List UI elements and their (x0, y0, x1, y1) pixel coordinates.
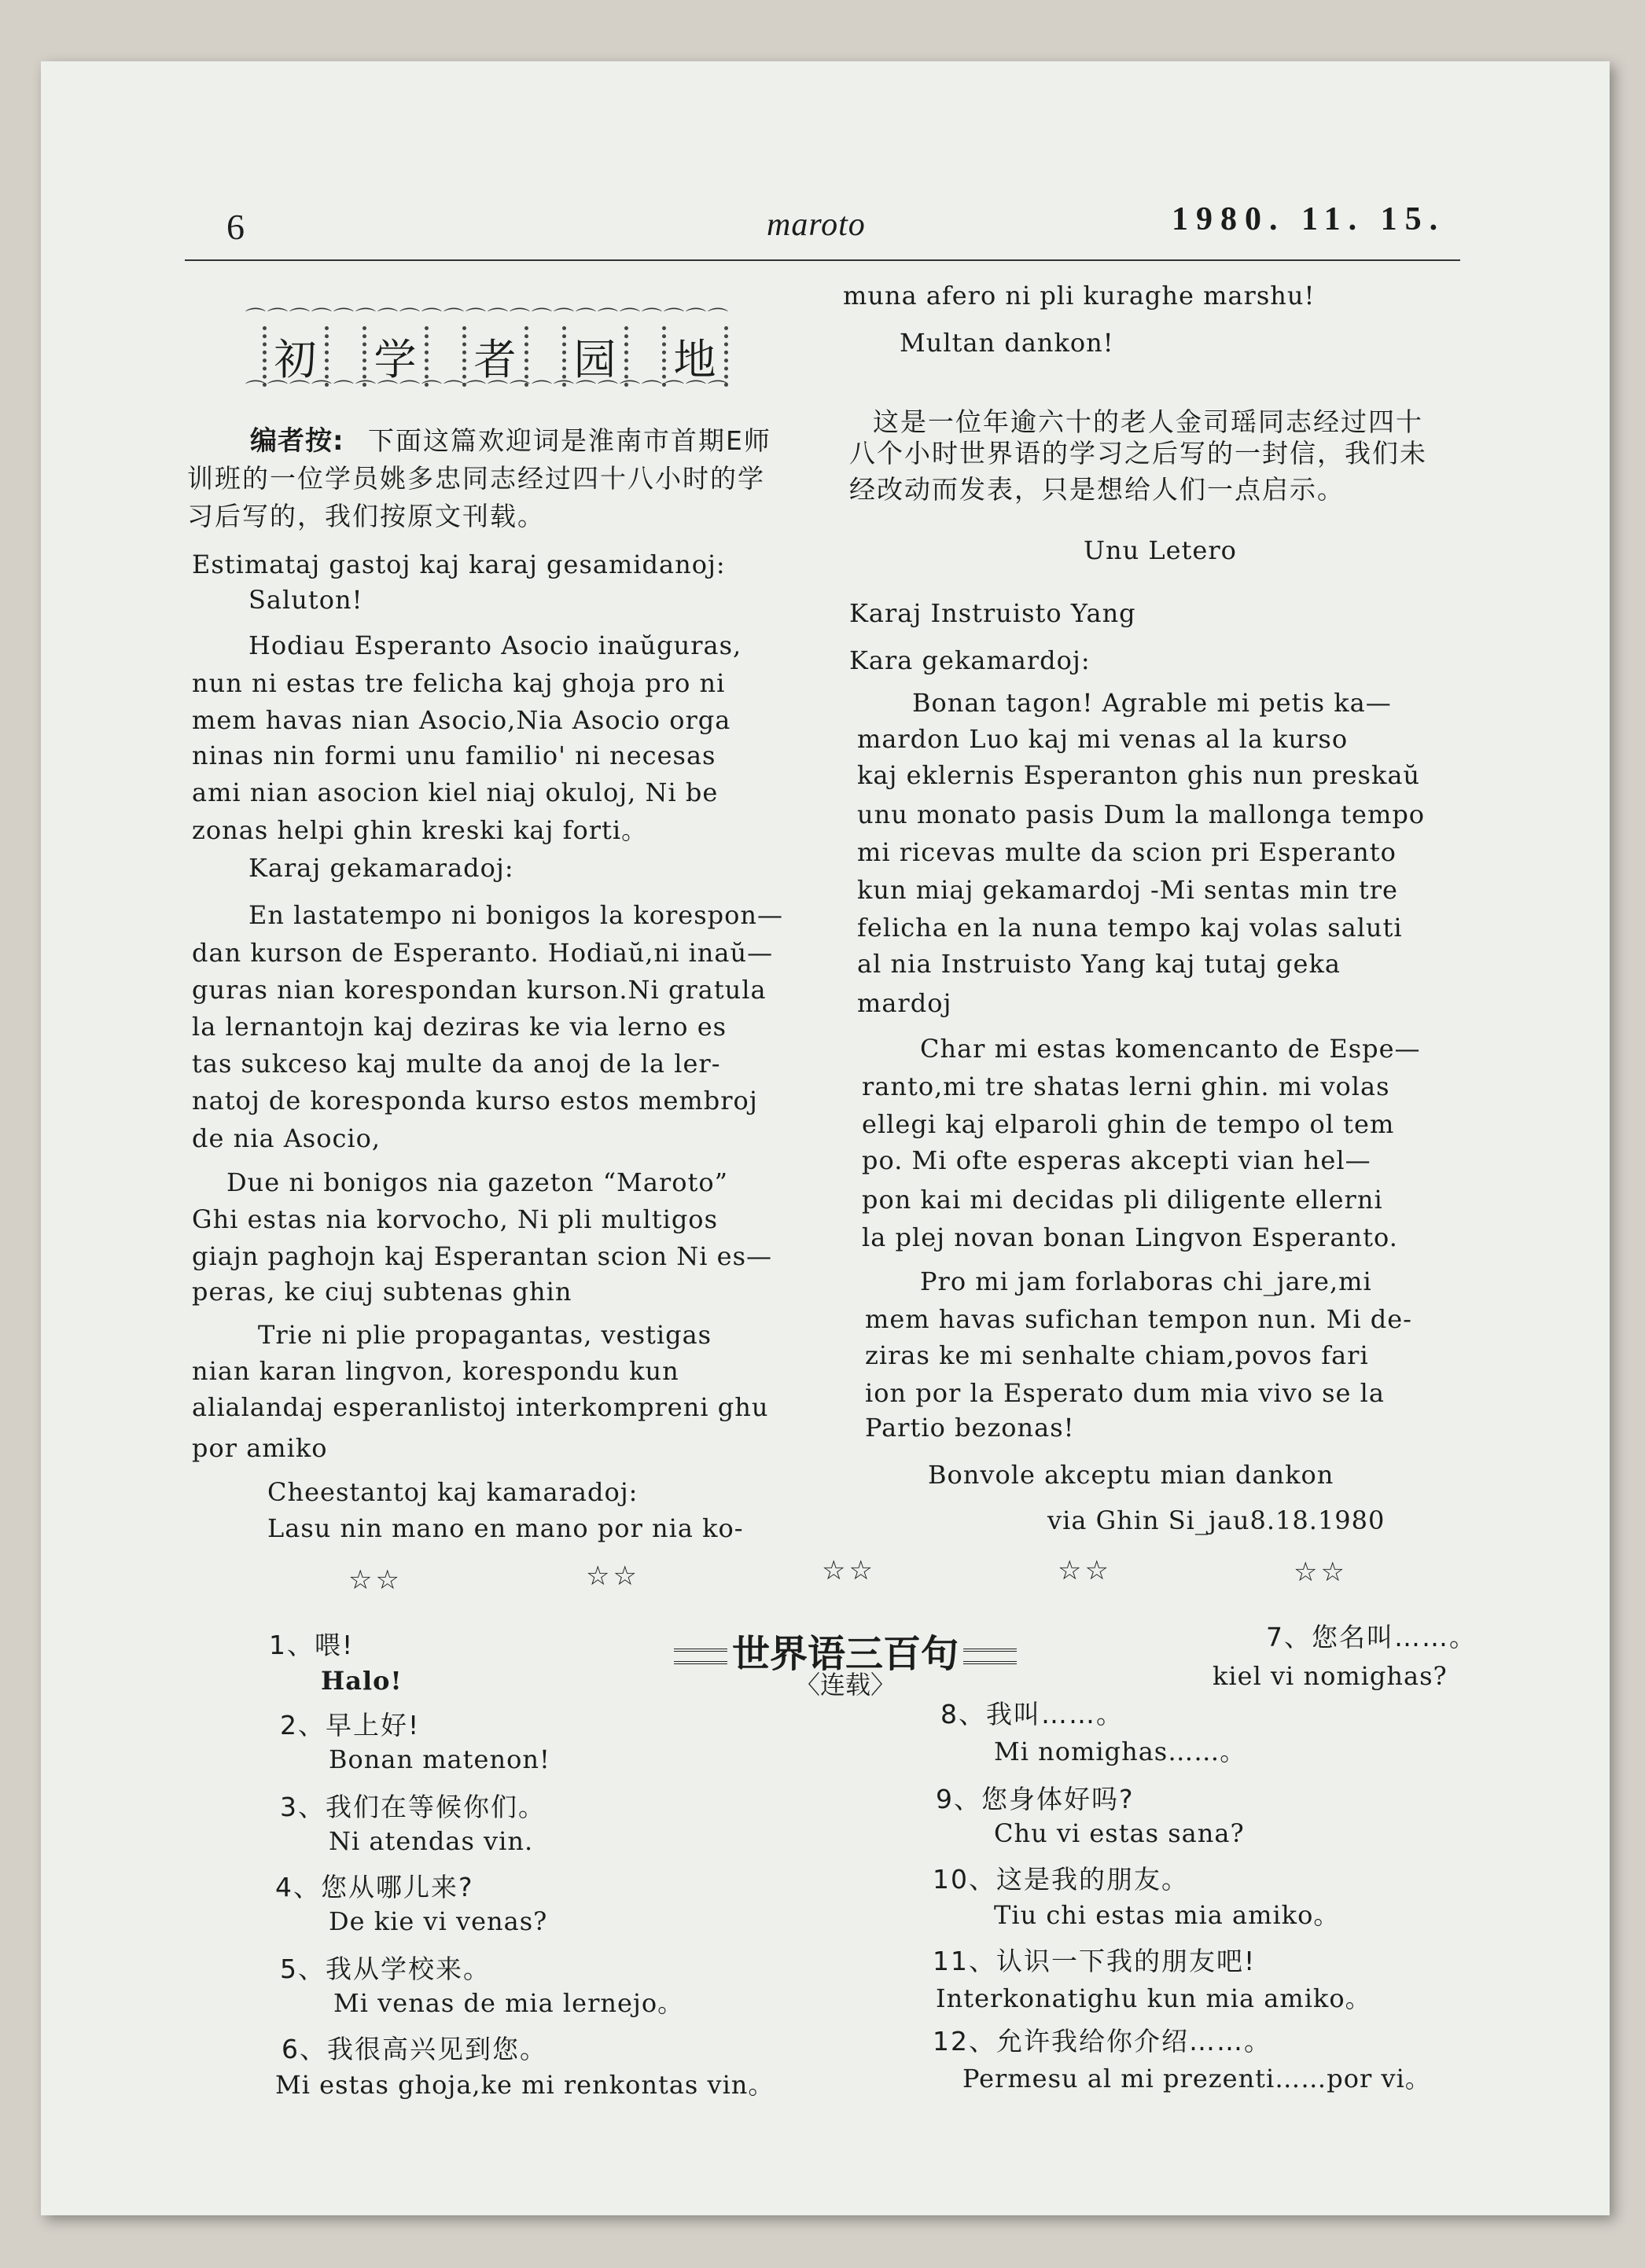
letter-line: ion por la Esperato dum mia vivo se la (865, 1378, 1385, 1408)
star-divider: ☆☆ (348, 1564, 403, 1596)
phrase-eo: kiel vi nomighas? (1213, 1661, 1448, 1691)
phrase-eo: Chu vi estas sana? (994, 1818, 1245, 1848)
letter-line: mi ricevas multe da scion pri Esperanto (857, 837, 1397, 867)
phrases-title-text: 世界语三百句 (731, 1632, 959, 1676)
speech-continuation-line: Multan dankon! (900, 328, 1114, 358)
letter-line: mardoj (857, 988, 952, 1018)
speech-line: Cheestantoj kaj kamaradoj: (267, 1477, 638, 1507)
phrase-eo: Halo! (321, 1666, 403, 1696)
letter-line: Partio bezonas! (865, 1413, 1075, 1443)
banner-char: 学 (362, 326, 429, 387)
banner-char: 地 (662, 326, 728, 387)
letter-line: Char mi estas komencanto de Espe— (920, 1034, 1421, 1064)
speech-line: mem havas nian Asocio,Nia Asocio orga (192, 705, 731, 735)
phrase-cn: 1、喂! (269, 1630, 355, 1660)
banner-bottom-border: ⌒⌒⌒⌒⌒⌒⌒⌒⌒⌒⌒⌒⌒⌒⌒⌒⌒⌒⌒⌒⌒⌒ (245, 380, 730, 403)
letter-intro-line: 经改动而发表，只是想给人们一点启示。 (849, 474, 1345, 505)
speech-line: En lastatempo ni bonigos la korespon— (248, 900, 783, 930)
speech-line: Lasu nin mano en mano por nia ko- (267, 1513, 744, 1543)
phrase-cn: 2、早上好! (280, 1710, 421, 1741)
phrase-cn: 11、认识一下我的朋友吧! (933, 1946, 1257, 1976)
speech-line: Trie ni plie propagantas, vestigas (258, 1320, 712, 1350)
letter-line: unu monato pasis Dum la mallonga tempo (857, 799, 1426, 829)
phrase-cn: 5、我从学校来。 (280, 1954, 491, 1984)
phrase-cn: 8、我叫……。 (940, 1699, 1124, 1729)
phrases-subtitle: 〈连载〉 (794, 1670, 896, 1700)
letter-line: Bonvole akceptu mian dankon (928, 1460, 1334, 1490)
speech-line: de nia Asocio, (192, 1123, 381, 1153)
phrase-eo: Mi estas ghoja,ke mi renkontas vin。 (275, 2070, 775, 2100)
phrase-eo: Bonan matenon! (329, 1744, 550, 1774)
phrase-eo: Permesu al mi prezenti……por vi。 (962, 2064, 1431, 2093)
letter-line: ranto,mi tre shatas lerni ghin. mi volas (862, 1072, 1390, 1101)
editor-note-line: 训班的一位学员姚多忠同志经过四十八小时的学 (187, 463, 765, 494)
editor-note-line: 下面这篇欢迎词是淮南市首期E师 (368, 425, 771, 456)
letter-signature: via Ghin Si_jau8.18.1980 (1047, 1505, 1386, 1535)
page-number: 6 (226, 207, 245, 247)
speech-line: Due ni bonigos nia gazeton “Maroto” (226, 1167, 728, 1197)
speech-line: ninas nin formi unu familio' ni necesas (192, 741, 716, 770)
letter-line: kun miaj gekamardoj -Mi sentas min tre (857, 875, 1398, 905)
letter-line: la plej novan bonan Lingvon Esperanto. (862, 1222, 1398, 1252)
masthead: maroto (767, 207, 866, 243)
banner-char: 者 (462, 326, 528, 387)
speech-line: Saluton! (248, 585, 363, 615)
phrase-cn: 9、您身体好吗? (936, 1784, 1135, 1814)
phrase-eo: Interkonatighu kun mia amiko。 (936, 1983, 1371, 2013)
speech-line: ami nian asocion kiel niaj okuloj, Ni be (192, 777, 719, 807)
letter-line: ellegi kaj elparoli ghin de tempo ol tem (862, 1109, 1395, 1139)
phrase-eo: Tiu chi estas mia amiko。 (994, 1900, 1340, 1930)
letter-line: mardon Luo kaj mi venas al la kurso (857, 724, 1349, 754)
phrase-cn: 4、您从哪儿来? (275, 1872, 474, 1902)
phrase-eo: Mi nomighas……。 (994, 1737, 1246, 1766)
speech-line: giajn paghojn kaj Esperantan scion Ni es— (192, 1241, 772, 1271)
speech-continuation-line: muna afero ni pli kuraghe marshu! (843, 281, 1316, 311)
speech-line: nian karan lingvon, korespondu kun (192, 1356, 679, 1386)
title-ornament (963, 1649, 1017, 1664)
banner-char: 园 (562, 326, 628, 387)
letter-intro-line: 这是一位年逾六十的老人金司瑶同志经过四十 (873, 406, 1423, 437)
letter-title: Unu Letero (1084, 535, 1237, 565)
letter-line: po. Mi ofte esperas akcepti vian hel— (862, 1145, 1371, 1175)
speech-line: Estimataj gastoj kaj karaj gesamidanoj: (192, 550, 726, 579)
phrase-eo: De kie vi venas? (329, 1906, 548, 1936)
issue-date: 1980. 11. 15. (1172, 201, 1446, 237)
letter-intro-line: 八个小时世界语的学习之后写的一封信，我们未 (849, 438, 1427, 469)
phrase-eo: Ni atendas vin. (329, 1826, 534, 1856)
editor-note-line: 习后写的，我们按原文刊载。 (187, 501, 545, 531)
speech-line: Ghi estas nia korvocho, Ni pli multigos (192, 1204, 718, 1234)
star-divider: ☆☆ (1058, 1555, 1112, 1586)
speech-line: Karaj gekamaradoj: (248, 853, 514, 883)
star-divider: ☆☆ (586, 1560, 640, 1592)
star-divider: ☆☆ (1294, 1557, 1348, 1588)
star-divider: ☆☆ (822, 1555, 876, 1586)
header-rule (185, 259, 1460, 261)
phrase-cn: 10、这是我的朋友。 (933, 1864, 1189, 1895)
letter-line: mem havas sufichan tempon nun. Mi de- (865, 1304, 1412, 1334)
letter-line: felicha en la nuna tempo kaj volas saluti (857, 913, 1403, 943)
speech-line: alialandaj esperanlistoj interkompreni ghu (192, 1392, 769, 1422)
editor-note-label: 编者按: (250, 425, 344, 457)
speech-line: nun ni estas tre felicha kaj ghoja pro ni (192, 668, 726, 698)
phrase-cn: 6、我很高兴见到您。 (282, 2034, 547, 2064)
phrase-eo: Mi venas de mia lernejo。 (333, 1988, 684, 2018)
title-ornament (674, 1649, 727, 1664)
speech-line: zonas helpi ghin kreski kaj forti。 (192, 815, 648, 845)
speech-line: peras, ke ciuj subtenas ghin (192, 1277, 572, 1307)
phrase-cn: 3、我们在等候你们。 (280, 1792, 546, 1822)
phrase-cn: 7、您名叫……。 (1266, 1622, 1477, 1652)
speech-line: por amiko (192, 1433, 328, 1463)
banner-top-border: ⌒⌒⌒⌒⌒⌒⌒⌒⌒⌒⌒⌒⌒⌒⌒⌒⌒⌒⌒⌒⌒⌒ (245, 307, 730, 331)
letter-line: Kara gekamardoj: (849, 645, 1091, 675)
speech-line: guras nian korespondan kurson.Ni gratula (192, 975, 767, 1005)
letter-line: Bonan tagon! Agrable mi petis ka— (912, 688, 1392, 718)
phrase-cn: 12、允许我给你介绍……。 (933, 2026, 1271, 2057)
speech-line: la lernantojn kaj deziras ke via lerno es (192, 1012, 727, 1042)
letter-line: kaj eklernis Esperanton ghis nun preskaŭ (857, 760, 1421, 790)
speech-line: natoj de koresponda kurso estos membroj (192, 1086, 758, 1116)
speech-line: dan kurson de Esperanto. Hodiaŭ,ni inaŭ— (192, 938, 774, 968)
letter-line: Karaj Instruisto Yang (849, 598, 1136, 628)
letter-line: Pro mi jam forlaboras chi_jare,mi (920, 1266, 1372, 1296)
section-banner (245, 303, 745, 403)
letter-line: ziras ke mi senhalte chiam,povos fari (865, 1340, 1369, 1370)
letter-line: pon kai mi decidas pli diligente ellerni (862, 1185, 1383, 1215)
speech-line: Hodiau Esperanto Asocio inaŭguras, (248, 630, 742, 660)
banner-char: 初 (263, 326, 329, 387)
letter-line: al nia Instruisto Yang kaj tutaj geka (857, 949, 1341, 979)
speech-line: tas sukceso kaj multe da anoj de la ler- (192, 1049, 721, 1079)
